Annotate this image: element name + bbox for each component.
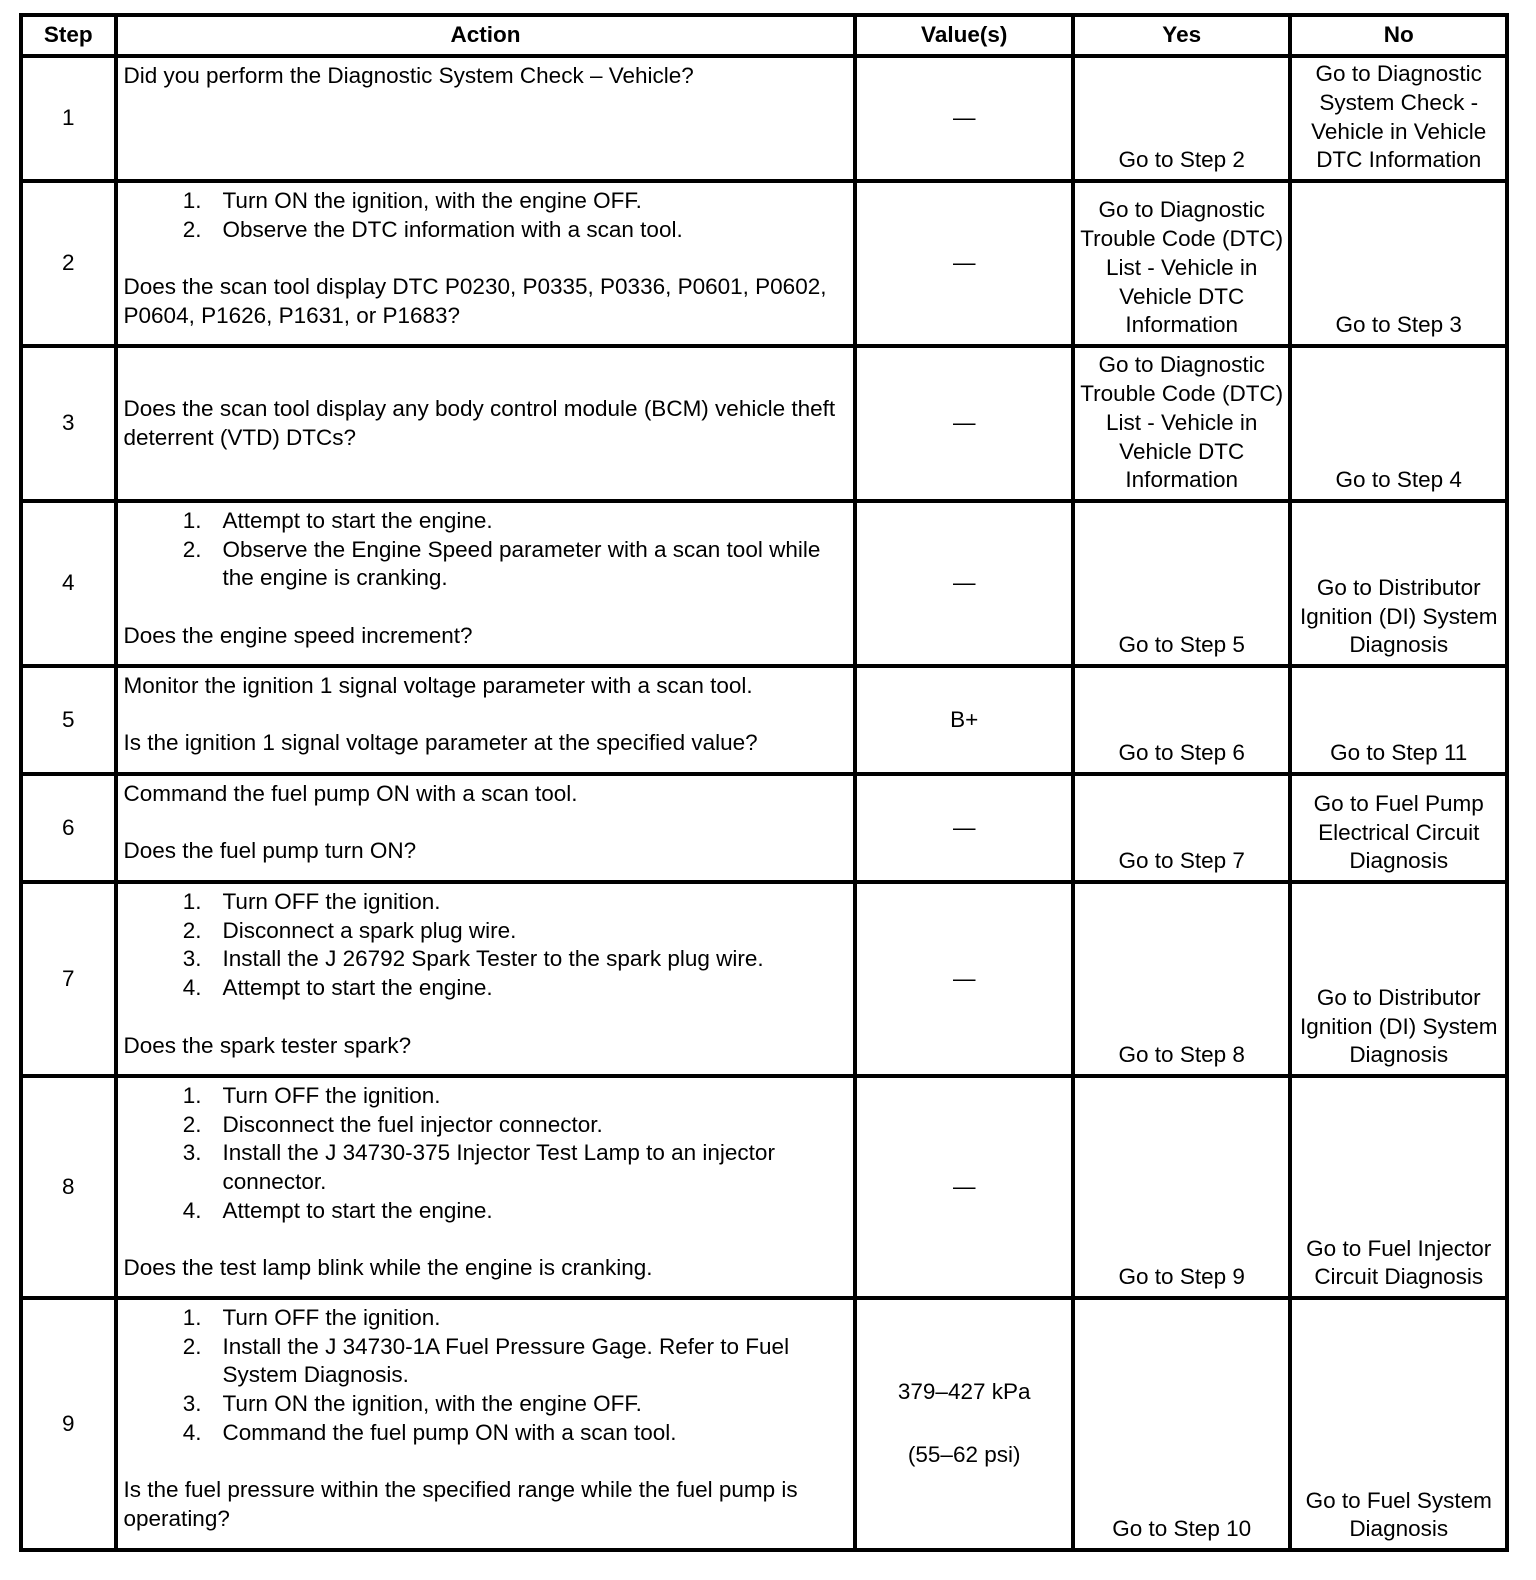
table-row xyxy=(21,666,1507,774)
step-number: 4 xyxy=(21,501,116,666)
no-cell: Go to Step 3 xyxy=(1290,181,1507,346)
action-step: 4. Attempt to start the engine. xyxy=(182,975,493,1001)
no-cell: Go to Fuel Pump Electrical Circuit Diagnosis xyxy=(1290,774,1507,882)
action-step: 3. Install the J 26792 Spark Tester to the spark plug wire. xyxy=(182,946,764,972)
action-cell xyxy=(116,774,856,882)
action-step: 3. Install the J 34730-375 Injector Test Lamp to an injector connector. xyxy=(182,1140,775,1195)
action-intro: Did you perform the Diagnostic System Check – Vehicle? xyxy=(123,63,694,88)
table-row xyxy=(21,346,1507,501)
action-question: Does the fuel pump turn ON? xyxy=(123,838,417,864)
action-question: Does the test lamp blink while the engine is cranking. xyxy=(123,1255,653,1281)
action-cell xyxy=(116,666,856,774)
no-cell: Go to Distributor Ignition (DI) System Diagnosis xyxy=(1290,501,1507,666)
yes-cell: Go to Step 6 xyxy=(1073,666,1291,774)
action-step: 4. Command the fuel pump ON with a scan tool. xyxy=(182,1419,677,1445)
action-cell xyxy=(116,56,856,181)
action-steps xyxy=(124,187,850,244)
table-row xyxy=(21,56,1507,181)
value-cell: — xyxy=(855,501,1073,666)
action-step: 1. Turn OFF the ignition. xyxy=(182,1305,441,1330)
yes-cell: Go to Diagnostic Trouble Code (DTC) List - Vehicle in Vehicle DTC Information xyxy=(1073,181,1291,346)
yes-cell: Go to Diagnostic Trouble Code (DTC) List - Vehicle in Vehicle DTC Information xyxy=(1073,346,1291,501)
action-step: 4. Attempt to start the engine. xyxy=(182,1197,493,1223)
header-step: Step xyxy=(21,15,116,56)
action-step: 1. Turn ON the ignition, with the engine OFF. xyxy=(182,188,642,213)
value-cell: — xyxy=(855,56,1073,181)
no-cell: Go to Fuel Injector Circuit Diagnosis xyxy=(1290,1076,1507,1298)
value-cell: — xyxy=(855,346,1073,501)
action-question: Is the fuel pressure within the specified range while the fuel pump is operating? xyxy=(123,1477,798,1531)
yes-cell: Go to Step 5 xyxy=(1073,501,1291,666)
no-cell: Go to Distributor Ignition (DI) System Diagnosis xyxy=(1290,882,1507,1076)
action-steps xyxy=(124,1082,850,1226)
step-number: 3 xyxy=(21,346,116,501)
action-cell xyxy=(116,501,856,666)
step-number: 5 xyxy=(21,666,116,774)
action-question: Is the ignition 1 signal voltage parameter at the specified value? xyxy=(123,730,758,756)
action-steps xyxy=(124,888,850,1003)
value-cell: B+ xyxy=(855,666,1073,774)
action-step: 1. Turn OFF the ignition. xyxy=(182,889,441,914)
value-cell: — xyxy=(855,181,1073,346)
yes-cell: Go to Step 7 xyxy=(1073,774,1291,882)
header-action: Action xyxy=(116,15,856,56)
table-row xyxy=(21,882,1507,1076)
action-cell xyxy=(116,346,856,501)
action-question: Does the engine speed increment? xyxy=(123,622,473,648)
table-row xyxy=(21,501,1507,666)
diagnostic-table xyxy=(19,13,1509,1552)
step-number: 6 xyxy=(21,774,116,882)
action-question: Does the scan tool display DTC P0230, P0335, P0336, P0601, P0602, P0604, P1626, P1631, or P1683? xyxy=(123,274,827,328)
action-step: 2. Disconnect a spark plug wire. xyxy=(182,917,517,943)
yes-cell: Go to Step 8 xyxy=(1073,882,1291,1076)
table-row xyxy=(21,774,1507,882)
yes-cell: Go to Step 9 xyxy=(1073,1076,1291,1298)
action-cell xyxy=(116,1298,856,1550)
header-values: Value(s) xyxy=(855,15,1073,56)
no-cell: Go to Step 4 xyxy=(1290,346,1507,501)
action-steps xyxy=(124,1304,850,1448)
step-number: 9 xyxy=(21,1298,116,1550)
no-cell: Go to Diagnostic System Check - Vehicle in Vehicle DTC Information xyxy=(1290,56,1507,181)
action-question: Does the spark tester spark? xyxy=(123,1032,412,1058)
action-step: 2. Observe the DTC information with a scan tool. xyxy=(182,216,683,242)
action-step: 2. Observe the Engine Speed parameter with a scan tool while the engine is cranking. xyxy=(182,536,821,591)
action-steps xyxy=(124,507,850,593)
value-cell: — xyxy=(855,1076,1073,1298)
value-cell xyxy=(855,1298,1073,1550)
header-row xyxy=(21,15,1507,56)
table-row xyxy=(21,1076,1507,1298)
table-row xyxy=(21,181,1507,346)
action-question: Does the scan tool display any body control module (BCM) vehicle theft deterrent (VTD) DTCs? xyxy=(123,395,836,450)
step-number: 2 xyxy=(21,181,116,346)
table-row xyxy=(21,1298,1507,1550)
step-number: 1 xyxy=(21,56,116,181)
header-yes: Yes xyxy=(1073,15,1291,56)
no-cell: Go to Fuel System Diagnosis xyxy=(1290,1298,1507,1550)
action-intro: Monitor the ignition 1 signal voltage parameter with a scan tool. xyxy=(123,673,753,698)
header-no: No xyxy=(1290,15,1507,56)
no-cell: Go to Step 11 xyxy=(1290,666,1507,774)
step-number: 8 xyxy=(21,1076,116,1298)
action-intro: Command the fuel pump ON with a scan tool. xyxy=(123,781,578,806)
yes-cell: Go to Step 2 xyxy=(1073,56,1291,181)
value-kpa: 379–427 kPa xyxy=(897,1379,1031,1405)
action-step: 2. Install the J 34730-1A Fuel Pressure Gage. Refer to Fuel System Diagnosis. xyxy=(182,1333,790,1388)
action-step: 1. Turn OFF the ignition. xyxy=(182,1083,441,1108)
action-cell xyxy=(116,1076,856,1298)
action-cell xyxy=(116,882,856,1076)
yes-cell: Go to Step 10 xyxy=(1073,1298,1291,1550)
value-psi: (55–62 psi) xyxy=(907,1442,1021,1467)
action-step: 2. Disconnect the fuel injector connector. xyxy=(182,1111,603,1137)
action-cell xyxy=(116,181,856,346)
action-step: 3. Turn ON the ignition, with the engine OFF. xyxy=(182,1391,642,1417)
value-cell: — xyxy=(855,774,1073,882)
action-step: 1. Attempt to start the engine. xyxy=(182,508,493,533)
value-cell: — xyxy=(855,882,1073,1076)
step-number: 7 xyxy=(21,882,116,1076)
